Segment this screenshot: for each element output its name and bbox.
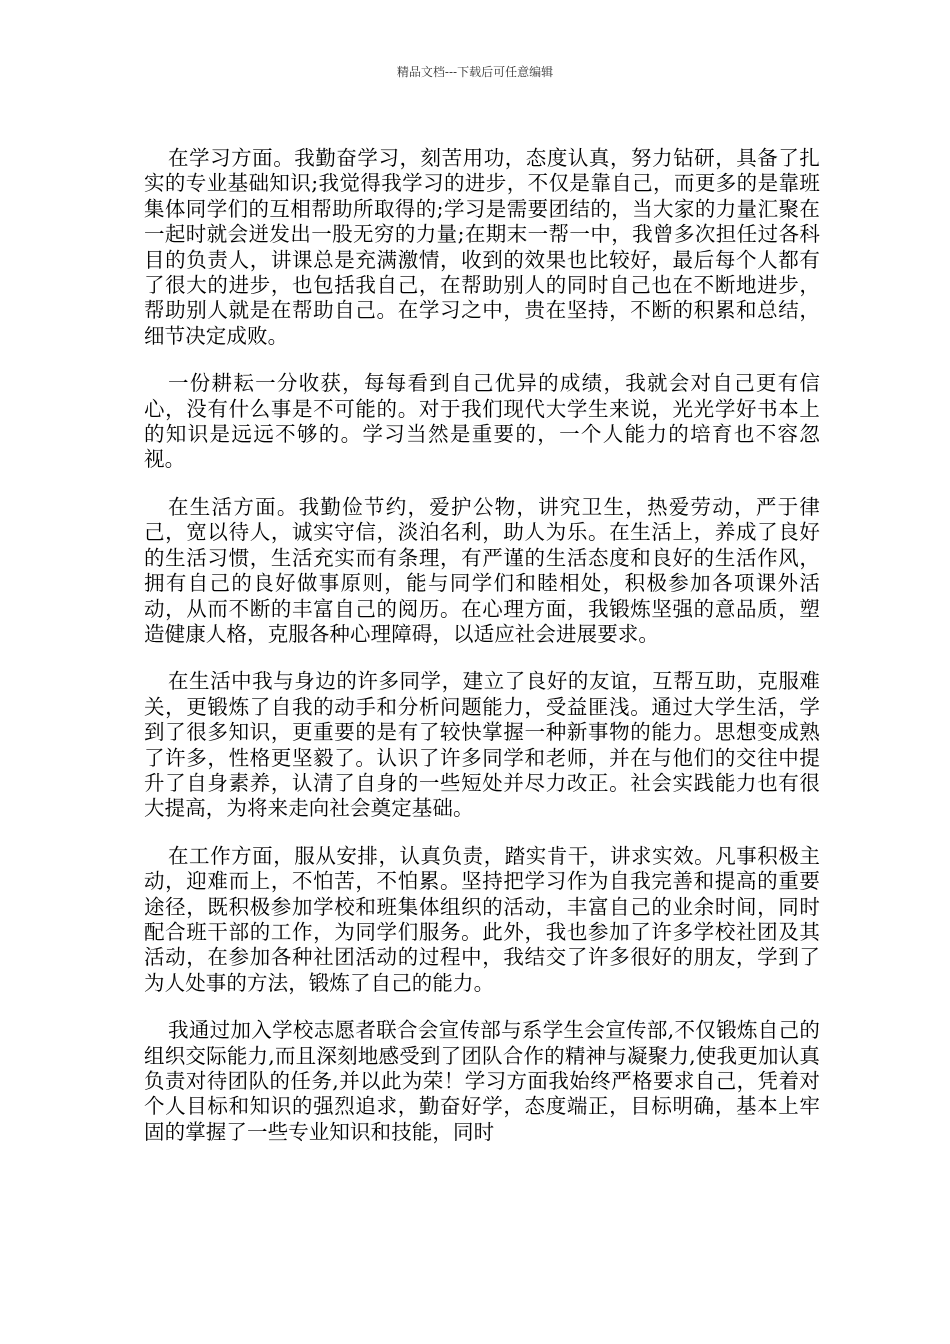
paragraph-life: 在生活方面。我勤俭节约，爱护公物，讲究卫生，热爱劳动，严于律己，宽以待人，诚实守信，淡泊名利，助人为乐。在生活上，养成了良好的生活习惯，生活充实而有条理，有严谨的生活态度和良好的生活作风，拥有自己的良好做事原则，能与同学们和睦相处，积极参加各项课外活动，从而不断的丰富自己的阅历。在心理方面，我锻炼坚强的意品质，塑造健康人格，克服各种心理障碍，以适应社会进展要求。	[144, 494, 820, 646]
document-body	[144, 146, 820, 1167]
page-header: 精品文档---下载后可任意编辑	[396, 65, 554, 79]
paragraph-friendship: 在生活中我与身边的许多同学，建立了良好的友谊，互帮互助，克服难关，更锻炼了自我的动手和分析问题能力，受益匪浅。通过大学生活，学到了很多知识，更重要的是有了较快掌握一种新事物的能力。思想变成熟了许多，性格更坚毅了。认识了许多同学和老师，并在与他们的交往中提升了自身素养，认清了自身的一些短处并尽力改正。社会实践能力也有很大提高，为将来走向社会奠定基础。	[144, 669, 820, 821]
paragraph-volunteer: 我通过加入学校志愿者联合会宣传部与系学生会宣传部,不仅锻炼自己的组织交际能力,而且深刻地感受到了团队合作的精神与凝聚力,使我更加认真负责对待团队的任务,并以此为荣！学习方面我始终严格要求自己，凭着对个人目标和知识的强烈追求，勤奋好学，态度端正，目标明确，基本上牢固的掌握了一些专业知识和技能，同时	[144, 1018, 820, 1144]
paragraph-harvest: 一份耕耘一分收获，每每看到自己优异的成绩，我就会对自己更有信心，没有什么事是不可能的。对于我们现代大学生来说，光光学好书本上的知识是远远不够的。学习当然是重要的，一个人能力的培育也不容忽视。	[144, 371, 820, 472]
paragraph-work: 在工作方面，服从安排，认真负责，踏实肯干，讲求实效。凡事积极主动，迎难而上，不怕苦，不怕累。坚持把学习作为自我完善和提高的重要途径，既积极参加学校和班集体组织的活动，丰富自己的业余时间，同时配合班干部的工作，为同学们服务。此外，我也参加了许多学校社团及其活动，在参加各种社团活动的过程中，我结交了许多很好的朋友，学到了为人处事的方法，锻炼了自己的能力。	[144, 843, 820, 995]
paragraph-study: 在学习方面。我勤奋学习，刻苦用功，态度认真，努力钻研，具备了扎实的专业基础知识;我觉得我学习的进步，不仅是靠自己，而更多的是靠班集体同学们的互相帮助所取得的;学习是需要团结的，当大家的力量汇聚在一起时就会迸发出一股无穷的力量;在期末一帮一中，我曾多次担任过各科目的负责人，讲课总是充满激情，收到的效果也比较好，最后每个人都有了很大的进步，也包括我自己，在帮助别人的同时自己也在不断地进步，帮助别人就是在帮助自己。在学习之中，贵在坚持，不断的积累和总结，细节决定成败。	[144, 146, 820, 348]
